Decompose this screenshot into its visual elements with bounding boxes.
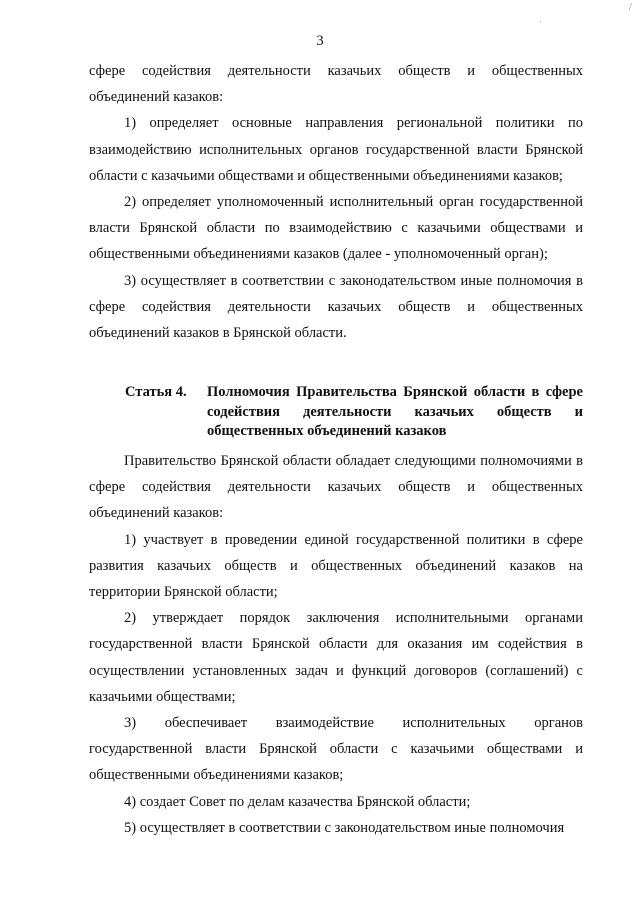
scan-dot-mark: ' (540, 20, 542, 28)
article-item-3: 3) обеспечивает взаимодействие исполнительных органов государственной власти Брянской области с казачьими обществами и общественными объединениями казаков; (89, 715, 583, 784)
article-number: Статья 4. (125, 384, 187, 400)
article-item-2: 2) утверждает порядок заключения исполнительными органами государственной власти Брянской области для оказания им содействия в осуществлении установленных задач и функций договоров (соглашений) с казачьими обществами; (89, 610, 583, 705)
paragraph-continuation: сфере содействия деятельности казачьих обществ и общественных объединений казаков: (89, 63, 583, 106)
article-item-4: 4) создает Совет по делам казачества Брянской области; (124, 793, 471, 810)
scan-corner-mark: / (629, 2, 632, 13)
article-item-1: 1) участвует в проведении единой государственной политики в сфере развития казачьих обществ и общественных объединений казаков на территории Брянской области; (89, 531, 583, 601)
paragraph-item-3: 3) осуществляет в соответствии с законодательством иные полномочия в сфере содействия деятельности казачьих обществ и общественных объединений казаков в Брянской области. (89, 272, 583, 342)
article-title: Полномочия Правительства Брянской области в сфере содействия деятельности казачьих обществ и общественных объединений казаков (207, 384, 583, 439)
article-heading (89, 383, 583, 442)
section-before-text (89, 58, 583, 346)
paragraph-item-1: 1) определяет основные направления региональной политики по взаимодействию исполнительных органов государственной власти Брянской области с казачьими обществами и общественными объединениями казаков; (89, 115, 583, 184)
article-intro-paragraph: Правительство Брянской области обладает следующими полномочиями в сфере содействия деятельности казачьих обществ и общественных объединений казаков: (89, 453, 583, 522)
article-item-5: 5) осуществляет в соответствии с законодательством иные полномочия (124, 819, 565, 836)
paragraph-item-2: 2) определяет уполномоченный исполнительный орган государственной власти Брянской области по взаимодействию с казачьими обществами и общественными объединениями казаков (далее - уполномоченный орган); (89, 194, 583, 263)
article-body-text (89, 448, 583, 841)
page-number: 3 (316, 33, 324, 49)
